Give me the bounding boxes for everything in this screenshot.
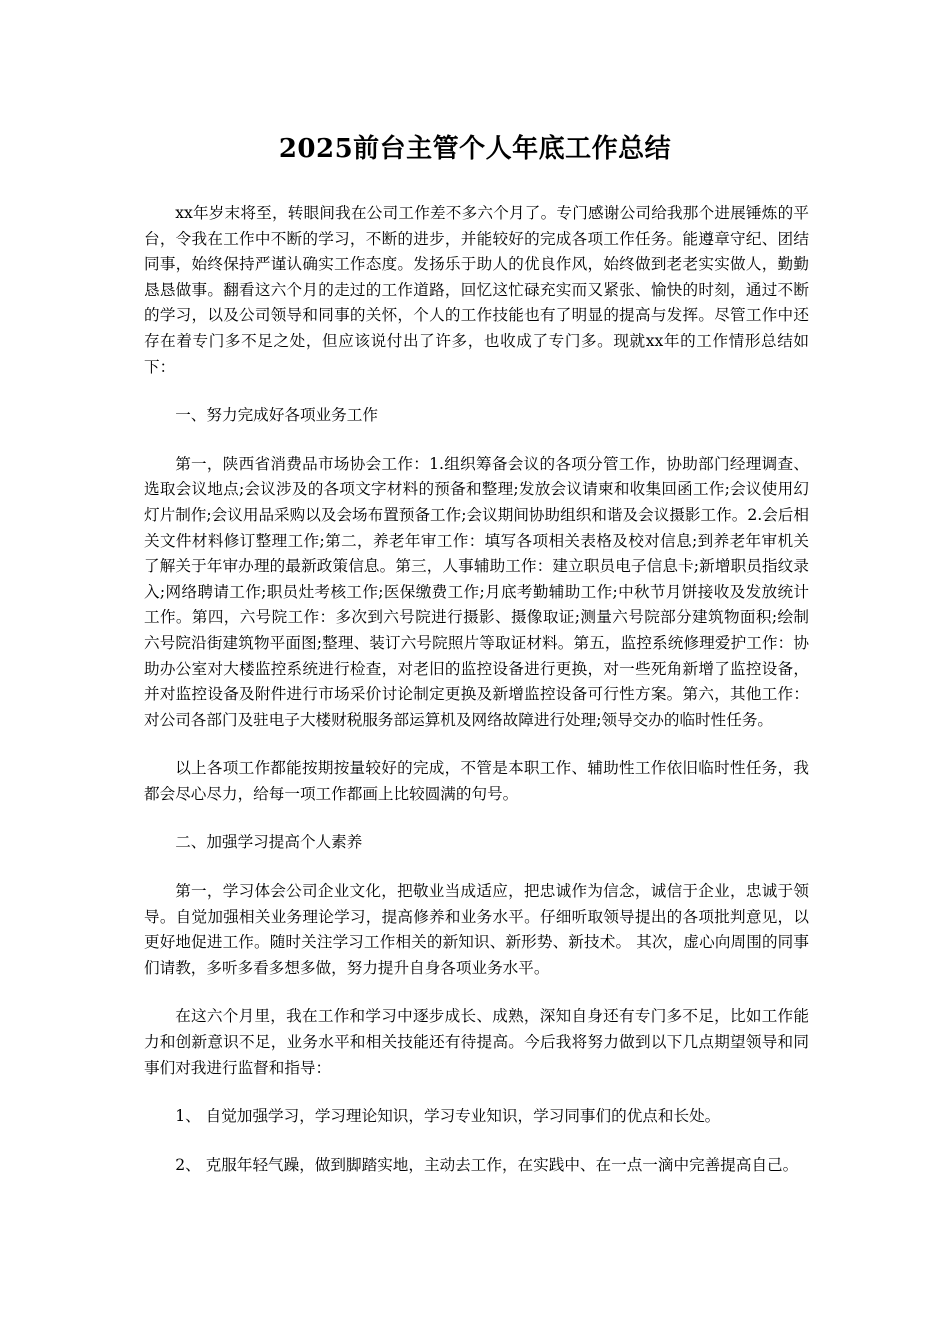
document-body [144,201,809,1201]
section-heading-1: 一、努力完成好各项业务工作 [175,406,378,425]
reflection-paragraph: 在这六个月里，我在工作和学习中逐步成长、成熟，深知自身还有专门多不足，比如工作能力和创新意识不足，业务水平和相关技能还有待提高。今后我将努力做到以下几点期望领导和同事们对我进行监督和指导： [144,1007,809,1077]
intro-paragraph: xx年岁末将至，转眼间我在公司工作差不多六个月了。专门感谢公司给我那个进展锤炼的平台，令我在工作中不断的学习，不断的进步，并能较好的完成各项工作任务。能遵章守纪、团结同事，始终保持严谨认确实工作态度。发扬乐于助人的优良作风，始终做到老老实实做人，勤勤恳恳做事。翻看这六个月的走过的工作道路，回忆这忙碌充实而又紧张、愉快的时刻，通过不断的学习，以及公司领导和同事的关怀，个人的工作技能也有了明显的提高与发挥。尽管工作中还存在着专门多不足之处，但应该说付出了许多，也收成了专门多。现就xx年的工作情形总结如下： [144,204,809,376]
goal-item-1: 1、 自觉加强学习，学习理论知识，学习专业知识，学习同事们的优点和长处。 [175,1107,721,1126]
work-summary-paragraph: 以上各项工作都能按期按量较好的完成，不管是本职工作、辅助性工作依旧临时性任务，我都会尽心尽力，给每一项工作都画上比较圆满的句号。 [144,759,809,803]
section-heading-2: 二、加强学习提高个人素养 [175,833,363,852]
learning-paragraph: 第一，学习体会公司企业文化，把敬业当成适应，把忠诚作为信念，诚信于企业，忠诚于领导。自觉加强相关业务理论学习，提高修养和业务水平。仔细听取领导提出的各项批判意见，以更好地促进工作。随时关注学习工作相关的新知识、新形势、新技术。 其次，虚心向周围的同事们请教，多听多看多想多做，努力提升自身各项业务水平。 [144,882,809,977]
goal-item-2: 2、 克服年轻气躁，做到脚踏实地，主动去工作，在实践中、在一点一滴中完善提高自己。 [175,1155,799,1174]
work-details-paragraph: 第一，陕西省消费品市场协会工作：1.组织筹备会议的各项分管工作，协助部门经理调查、选取会议地点;会议涉及的各项文字材料的预备和整理;发放会议请柬和收集回函工作;会议使用幻灯片制作;会议用品采购以及会场布置预备工作;会议期间协助组织和谐及会议摄影工作。2.会后相关文件材料修订整理工作;第二，养老年审工作：填写各项相关表格及校对信息;到养老年审机关了解关于年审办理的最新政策信息。第三，人事辅助工作：建立职员电子信息卡;新增职员指纹录入;网络聘请工作;职员灶考核工作;医保缴费工作;月底考勤辅助工作;中秋节月饼接收及发放统计工作。第四，六号院工作：多次到六号院进行摄影、摄像取证;测量六号院部分建筑物面积;绘制六号院沿街建筑物平面图;整理、装订六号院照片等取证材料。第五，监控系统修理爱护工作：协助办公室对大楼监控系统进行检查，对老旧的监控设备进行更换，对一些死角新增了监控设备，并对监控设备及附件进行市场采价讨论制定更换及新增监控设备可行性方案。第六，其他工作：对公司各部门及驻电子大楼财税服务部运算机及网络故障进行处理;领导交办的临时性任务。 [144,454,809,729]
document-title: 2025前台主管个人年底工作总结 [278,134,672,164]
